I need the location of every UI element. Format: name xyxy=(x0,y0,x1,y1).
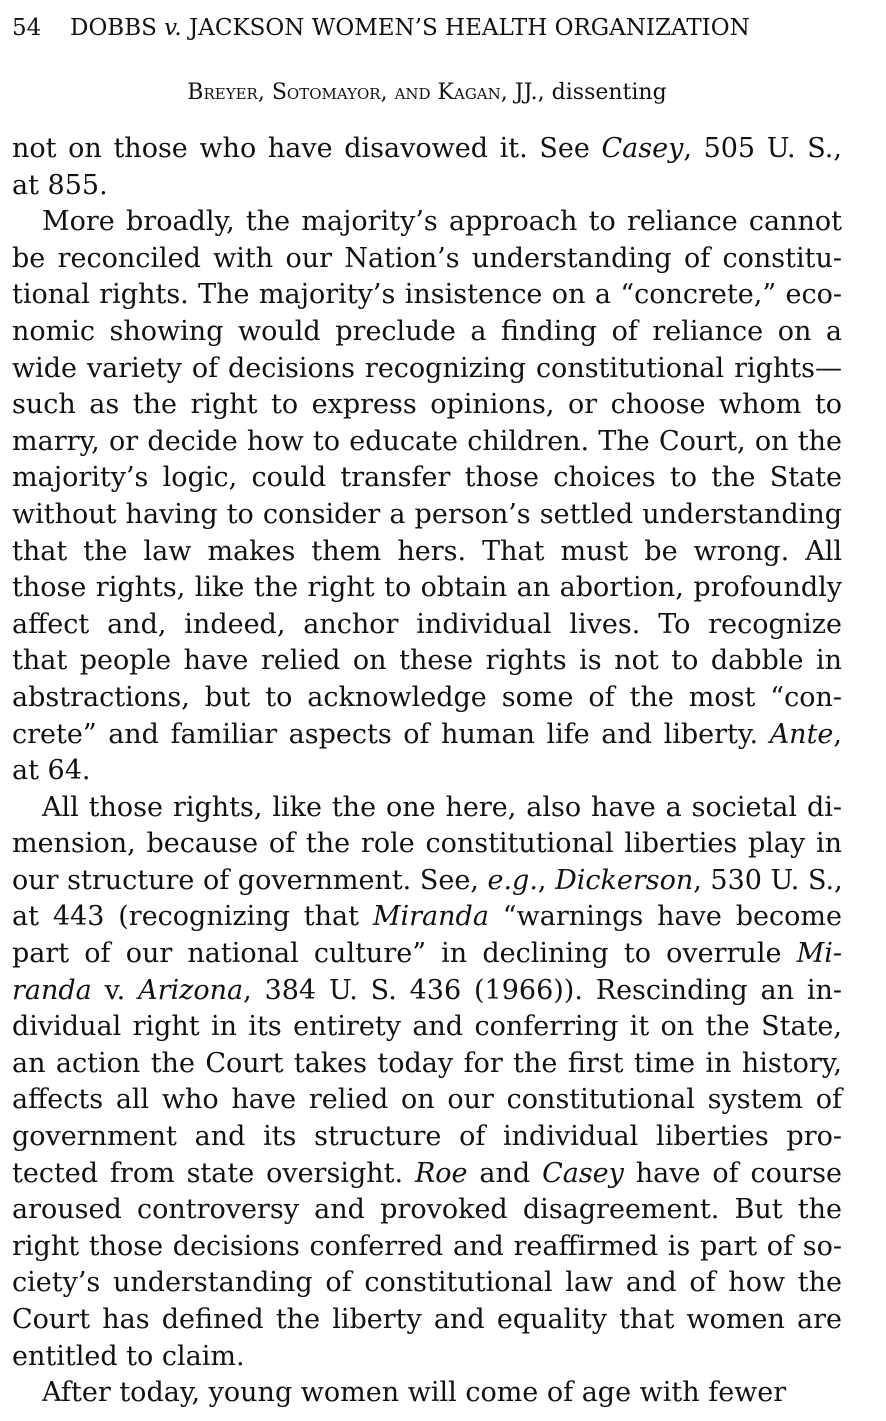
text-line xyxy=(12,826,842,863)
text-line xyxy=(12,1009,842,1046)
text-line xyxy=(12,1046,842,1083)
italic-text-segment: Miranda xyxy=(372,901,489,933)
text-segment: affects all who have relied on our constitutional system of xyxy=(12,1084,842,1116)
text-line xyxy=(12,497,842,534)
text-line xyxy=(12,607,842,644)
text-segment: entitled to claim. xyxy=(12,1340,245,1372)
text-segment: marry, or decide how to educate children. The Court, on the xyxy=(12,425,842,457)
text-line xyxy=(12,899,842,936)
italic-text-segment: Arizona xyxy=(138,974,244,1006)
text-segment: not on those who have disavowed it. See xyxy=(12,133,602,164)
text-segment: All those rights, like the one here, also have a societal di- xyxy=(42,791,842,823)
italic-text-segment: Mi- xyxy=(796,938,842,970)
text-line xyxy=(12,570,842,607)
text-segment: have of course xyxy=(623,1157,843,1189)
text-line xyxy=(12,241,842,278)
text-line xyxy=(12,460,842,497)
text-segment: tional rights. The majority’s insistence on a “concrete,” eco- xyxy=(12,279,842,311)
text-segment: at 443 (recognizing that xyxy=(12,901,373,933)
text-line xyxy=(12,1119,842,1156)
text-line xyxy=(12,1229,842,1266)
text-line xyxy=(12,1156,842,1193)
text-segment: , xyxy=(833,718,842,750)
text-segment: that people have relied on these rights is not to dabble in xyxy=(12,645,842,677)
text-line xyxy=(12,863,842,900)
text-line xyxy=(12,204,842,241)
text-segment: at 64. xyxy=(12,755,91,787)
text-segment: without having to consider a person’s settled understanding xyxy=(12,498,842,530)
text-line xyxy=(12,424,842,461)
text-segment: be reconciled with our Nation’s understanding of constitu- xyxy=(12,242,842,274)
text-segment: “warnings have become xyxy=(488,901,842,933)
italic-text-segment: Casey xyxy=(542,1157,624,1189)
text-line xyxy=(12,277,842,314)
text-line xyxy=(12,351,842,388)
opinion-body xyxy=(12,131,842,1412)
text-line xyxy=(12,387,842,424)
italic-text-segment: randa xyxy=(12,974,92,1006)
text-line xyxy=(12,680,842,717)
text-segment: that the law makes them hers. That must be wrong. All xyxy=(12,535,842,567)
text-line xyxy=(12,1302,842,1339)
italic-text-segment: Casey xyxy=(601,133,684,164)
italic-text-segment: Roe xyxy=(414,1157,468,1189)
text-segment: More broadly, the majority’s approach to reliance cannot xyxy=(42,206,842,238)
opinion-subheader xyxy=(12,78,842,108)
text-segment: majority’s logic, could transfer those choices to the State xyxy=(12,462,842,494)
text-segment: affect and, indeed, anchor individual lives. To recognize xyxy=(12,608,842,640)
text-line xyxy=(12,790,842,827)
text-line xyxy=(12,1265,842,1302)
text-segment: , 505 U. S., xyxy=(683,133,842,164)
text-segment: an action the Court takes today for the first time in history, xyxy=(12,1047,842,1079)
text-line xyxy=(12,1375,842,1412)
text-line xyxy=(12,643,842,680)
case-title-left: DOBBS xyxy=(70,15,165,41)
page-number: 54 xyxy=(12,15,42,41)
text-segment: , xyxy=(537,864,556,896)
italic-text-segment: Ante xyxy=(769,718,834,750)
text-segment: and xyxy=(467,1157,543,1189)
italic-text-segment: Dickerson xyxy=(555,864,694,896)
text-segment: government and its structure of individual liberties pro- xyxy=(12,1121,842,1153)
text-line xyxy=(12,936,842,973)
text-segment: our structure of government. See, xyxy=(12,864,488,896)
text-segment: right those decisions conferred and reaffirmed is part of so- xyxy=(12,1230,842,1262)
text-line xyxy=(12,973,842,1010)
text-segment: v. xyxy=(91,974,139,1006)
case-title-right: JACKSON WOMEN’S HEALTH ORGANIZATION xyxy=(181,15,750,41)
text-line xyxy=(12,717,842,754)
text-segment: at 855. xyxy=(12,169,108,201)
text-segment: such as the right to express opinions, or choose whom to xyxy=(12,389,842,421)
text-segment: nomic showing would preclude a finding of reliance on a xyxy=(12,315,842,347)
text-segment: dividual right in its entirety and conferring it on the State, xyxy=(12,1011,842,1043)
text-segment: ciety’s understanding of constitutional law and of how the xyxy=(12,1267,842,1299)
text-segment: wide variety of decisions recognizing constitutional rights— xyxy=(12,352,842,384)
text-line xyxy=(12,131,842,168)
text-segment: After today, young women will come of age with fewer xyxy=(42,1377,787,1409)
case-title-versus: v. xyxy=(164,15,182,41)
justices-names: Breyer, Sotomayor, and Kagan, JJ., xyxy=(187,80,545,105)
text-segment: Court has defined the liberty and equality that women are xyxy=(12,1304,842,1335)
text-segment: aroused controversy and provoked disagreement. But the xyxy=(12,1194,842,1226)
text-segment: , 384 U. S. 436 (1966)). Rescinding an in- xyxy=(243,974,842,1006)
text-segment: , 530 U. S., xyxy=(693,864,843,896)
text-line xyxy=(12,168,842,205)
text-segment: crete” and familiar aspects of human life and liberty. xyxy=(12,718,770,750)
text-line xyxy=(12,314,842,351)
text-segment: mension, because of the role constitutional liberties play in xyxy=(12,828,842,860)
text-line xyxy=(12,753,842,790)
text-segment: abstractions, but to acknowledge some of the most “con- xyxy=(12,681,842,713)
text-line xyxy=(12,534,842,571)
text-line xyxy=(12,1339,842,1376)
text-segment: part of our national culture” in declining to overrule xyxy=(12,938,797,970)
text-line xyxy=(12,1192,842,1229)
running-header xyxy=(12,12,842,44)
text-segment: those rights, like the right to obtain an abortion, profoundly xyxy=(12,572,842,604)
text-line xyxy=(12,1082,842,1119)
italic-text-segment: e.g. xyxy=(487,864,538,896)
text-segment: tected from state oversight. xyxy=(12,1157,415,1189)
opinion-role: dissenting xyxy=(544,80,667,105)
